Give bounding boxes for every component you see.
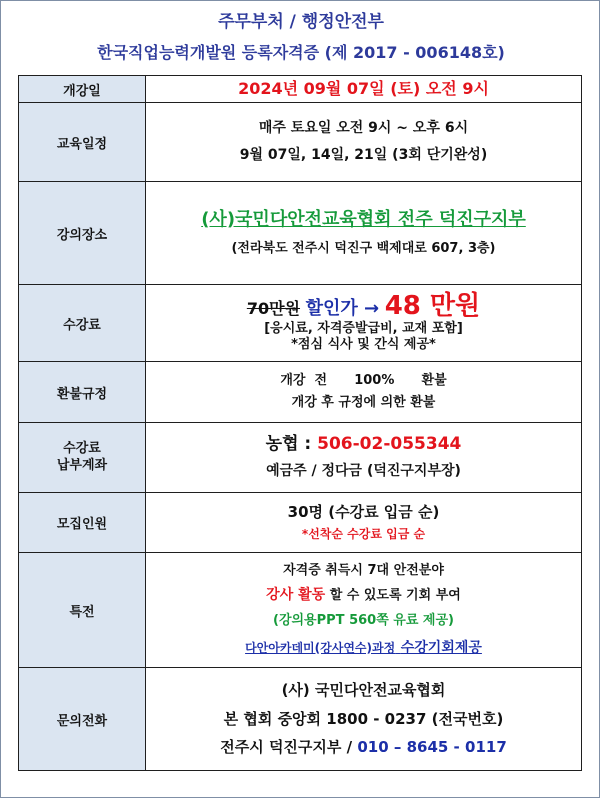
value-capacity (146, 493, 582, 553)
value-opening (146, 76, 582, 103)
contact-line-1: (사) 국민다안전교육협회 (281, 680, 446, 699)
value-venue (146, 182, 582, 285)
original-price: 70만원 (246, 299, 301, 319)
row-refund (19, 362, 582, 423)
row-venue (19, 182, 582, 285)
contact-branch-label: 전주시 덕진구지부 / (220, 738, 353, 757)
capacity-value: 30명 (수강료 입금 순) (287, 502, 440, 521)
label-capacity: 모집인원 (19, 493, 146, 553)
benefit-line-4-a: 다안아카데미(강사연수)과정 (245, 640, 396, 655)
value-payment (146, 423, 582, 493)
contact-line-2: 본 협회 중앙회 1800 - 0237 (전국번호) (223, 709, 504, 728)
benefit-line-1: 자격증 취득시 7대 안전분야 (283, 562, 444, 578)
ministry-title: 주무부처 / 행정안전부 (218, 12, 384, 32)
opening-date: 2024년 09월 07일 (토) 오전 9시 (238, 79, 489, 98)
venue-name: (사)국민다안전교육협회 전주 덕진구지부 (201, 208, 526, 230)
row-fee (19, 285, 582, 362)
label-opening: 개강일 (19, 76, 146, 103)
row-capacity (19, 493, 582, 553)
row-opening (19, 76, 582, 103)
certification-title: 한국직업능력개발원 등록자격증 (제 2017 - 006148호) (97, 43, 505, 62)
schedule-line-2: 9월 07일, 14일, 21일 (3회 단기완성) (239, 147, 488, 163)
refund-line-2: 개강 후 규정에 의한 환불 (291, 395, 436, 410)
schedule-line-1: 매주 토요일 오전 9시 ~ 오후 6시 (258, 119, 469, 136)
refund-line-1: 개강 전 100% 환불 (280, 372, 447, 388)
fee-meal-note: *점심 식사 및 간식 제공* (291, 337, 436, 353)
bank-name: 농협 : (265, 434, 312, 455)
label-payment (19, 423, 146, 493)
label-schedule: 교육일정 (19, 103, 146, 182)
label-venue: 강의장소 (19, 182, 146, 285)
benefit-line-3: (강의용PPT 560쪽 유료 제공) (273, 612, 454, 628)
value-schedule (146, 103, 582, 182)
info-table (18, 75, 582, 771)
row-schedule (19, 103, 582, 182)
value-contact (146, 668, 582, 771)
account-number: 506-02-055344 (317, 434, 462, 455)
row-payment (19, 423, 582, 493)
row-benefit (19, 553, 582, 668)
label-payment-2: 납부계좌 (56, 457, 108, 473)
discount-label: 할인가 → (305, 298, 380, 320)
account-holder: 예금주 / 정다금 (덕진구지부장) (266, 463, 461, 480)
capacity-note: *선착순 수강료 입금 순 (301, 527, 426, 542)
label-payment-1: 수강료 (63, 441, 101, 457)
label-refund: 환불규정 (19, 362, 146, 423)
value-benefit (146, 553, 582, 668)
row-contact (19, 668, 582, 771)
benefit-instructor: 강사 활동 (266, 587, 326, 603)
benefit-line-4-b: 수강기회제공 (400, 639, 482, 656)
value-fee (146, 285, 582, 362)
contact-branch-phone: 010 – 8645 - 0117 (357, 738, 507, 757)
label-fee: 수강료 (19, 285, 146, 362)
label-contact: 문의전화 (19, 668, 146, 771)
fee-includes: [응시료, 자격증발급비, 교재 포함] (264, 321, 463, 337)
venue-address: (전라북도 전주시 덕진구 백제대로 607, 3층) (231, 241, 496, 257)
label-benefit: 특전 (19, 553, 146, 668)
discount-price: 48 만원 (384, 291, 481, 322)
benefit-line-2-rest: 할 수 있도록 기회 부여 (329, 588, 461, 603)
value-refund (146, 362, 582, 423)
